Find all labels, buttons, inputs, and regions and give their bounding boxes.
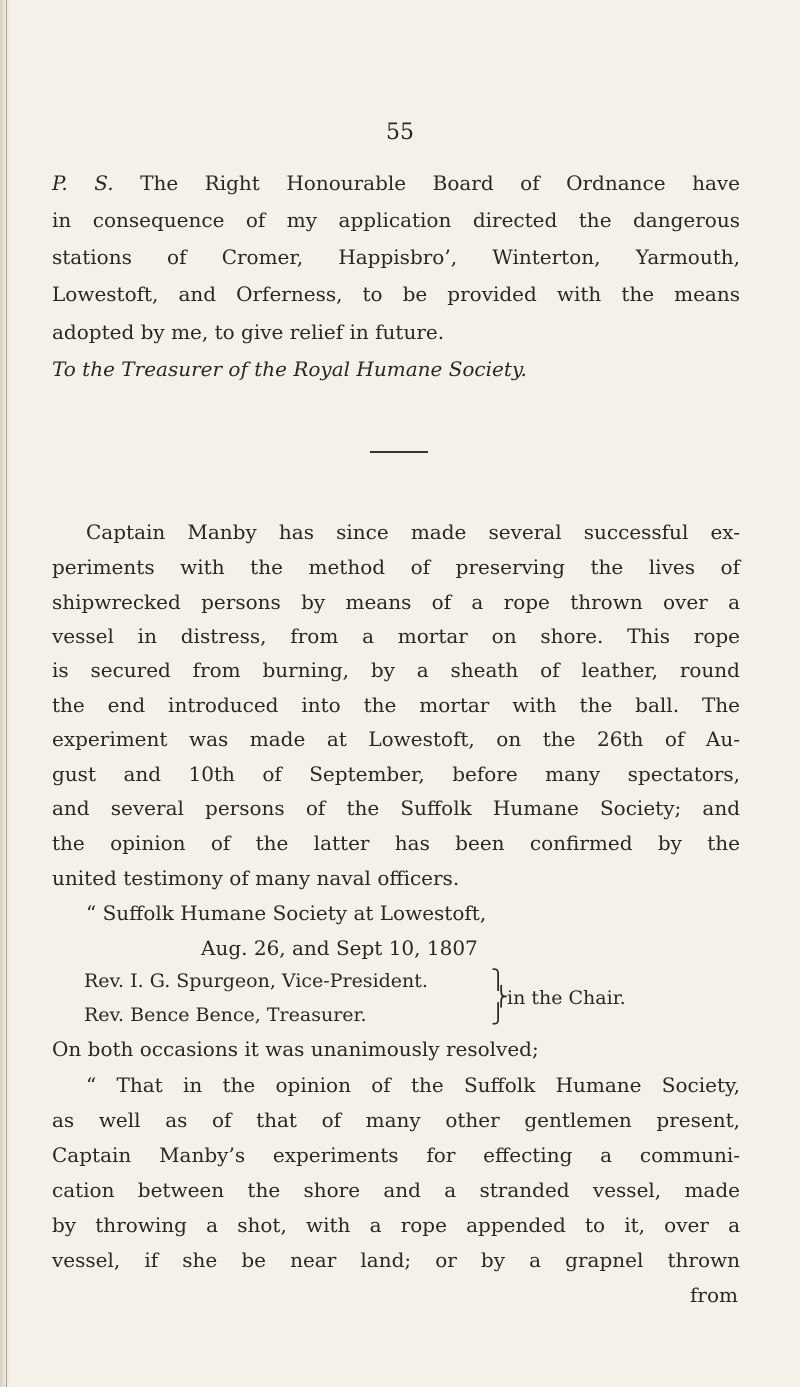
resolution-line-2: as well as of that of many other gentlemen present, (52, 1108, 740, 1132)
paragraph-line-1: Captain Manby has since made several successful ex- (86, 520, 740, 544)
binding-edge-line (6, 0, 7, 1387)
postscript-line-1 (52, 171, 740, 195)
brace-top-glyph: ⎫ (491, 969, 506, 991)
resolution-intro: On both occasions it was unanimously resolved; (52, 1037, 539, 1061)
postscript-line-3: stations of Cromer, Happisbro’, Winterton, Yarmouth, (52, 245, 740, 269)
paragraph-line-6: the end introduced into the mortar with the ball. The (52, 693, 740, 717)
chair-note: in the Chair. (507, 987, 626, 1009)
paragraph-line-8: gust and 10th of September, before many spectators, (52, 762, 740, 786)
section-divider-rule (370, 451, 428, 453)
postscript-line-5: adopted by me, to give relief in future. (52, 320, 445, 344)
brace-bottom-glyph: ⎭ (491, 1003, 506, 1025)
postscript-label: P. S. (52, 171, 114, 195)
paragraph-line-3: shipwrecked persons by means of a rope thrown over a (52, 590, 740, 614)
resolution-line-4: cation between the shore and a stranded vessel, made (52, 1178, 740, 1202)
paragraph-line-7: experiment was made at Lowestoft, on the 26th of Au- (52, 727, 740, 751)
officer-vice-president: Rev. I. G. Spurgeon, Vice-President. (84, 970, 428, 992)
resolution-line-6: vessel, if she be near land; or by a grapnel thrown (52, 1248, 740, 1272)
binding-gutter (0, 0, 10, 1387)
resolution-line-3: Captain Manby’s experiments for effecting a communi- (52, 1143, 740, 1167)
page-number: 55 (386, 120, 414, 145)
paragraph-line-10: the opinion of the latter has been confirmed by the (52, 831, 740, 855)
resolution-line-5: by throwing a shot, with a rope appended to it, over a (52, 1213, 740, 1237)
meeting-date: Aug. 26, and Sept 10, 1807 (201, 936, 478, 960)
paragraph-line-2: periments with the method of preserving the lives of (52, 555, 740, 579)
postscript-line-4: Lowestoft, and Orferness, to be provided with the means (52, 282, 740, 306)
paragraph-line-11: united testimony of many naval officers. (52, 866, 460, 890)
meeting-heading: “ Suffolk Humane Society at Lowestoft, (86, 901, 487, 925)
officer-treasurer: Rev. Bence Bence, Treasurer. (84, 1004, 367, 1026)
resolution-line-1: “ That in the opinion of the Suffolk Humane Society, (86, 1073, 740, 1097)
paragraph-line-5: is secured from burning, by a sheath of leather, round (52, 658, 740, 682)
paragraph-line-9: and several persons of the Suffolk Humane Society; and (52, 796, 740, 820)
postscript-text-1: The Right Honourable Board of Ordnance have (140, 171, 741, 195)
postscript-address: To the Treasurer of the Royal Humane Society. (52, 357, 527, 381)
brace-mid-glyph: ⎬ (494, 986, 509, 1008)
catchword: from (690, 1283, 738, 1307)
postscript-line-2: in consequence of my application directed the dangerous (52, 208, 740, 232)
paragraph-line-4: vessel in distress, from a mortar on shore. This rope (52, 624, 740, 648)
